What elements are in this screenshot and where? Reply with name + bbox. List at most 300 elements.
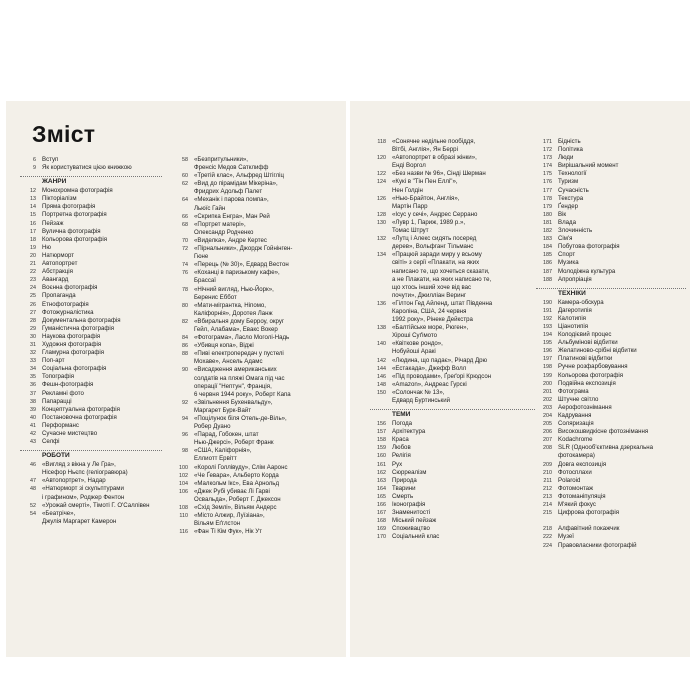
toc-entry[interactable] — [20, 422, 162, 430]
entry-title: Сім'я — [558, 235, 573, 243]
entry-title: дерев», Вольфганг Тільманс — [392, 243, 474, 251]
entry-title: Довга експозиція — [558, 460, 607, 468]
entry-title: Авангард — [42, 276, 69, 284]
toc-entry[interactable] — [172, 488, 344, 496]
toc-entry[interactable] — [20, 469, 162, 477]
toc-entry[interactable] — [536, 154, 686, 162]
toc-entry[interactable] — [20, 268, 162, 276]
entry-title: Фотосплахи — [558, 468, 592, 476]
toc-entry[interactable] — [20, 430, 162, 438]
toc-entry[interactable] — [20, 414, 162, 422]
toc-entry[interactable] — [536, 452, 686, 460]
toc-entry[interactable] — [172, 439, 344, 447]
toc-entry[interactable] — [20, 390, 162, 398]
toc-entry[interactable] — [370, 444, 535, 452]
toc-entry[interactable] — [172, 512, 344, 520]
dotted-divider — [536, 288, 686, 289]
toc-entry[interactable] — [20, 518, 162, 526]
dotted-divider — [20, 176, 162, 177]
toc-entry[interactable] — [370, 195, 535, 203]
entry-title: Портретна фотографія — [42, 211, 107, 219]
toc-entry[interactable] — [20, 406, 162, 414]
toc-entry[interactable] — [20, 333, 162, 341]
page-number: 110 — [179, 513, 188, 520]
toc-entry[interactable] — [20, 252, 162, 260]
entry-title: Дагеротипія — [558, 306, 592, 314]
toc-entry[interactable] — [172, 310, 344, 318]
toc-entry[interactable] — [20, 244, 162, 252]
entry-title: «Че Ґевара», Альберто Корда — [194, 471, 279, 479]
page-number: 23 — [30, 277, 36, 284]
toc-entry[interactable] — [370, 154, 535, 162]
toc-entry[interactable] — [20, 309, 162, 317]
page-number: 41 — [30, 422, 36, 429]
page-number: 37 — [30, 390, 36, 397]
entry-title: Абстракція — [42, 268, 73, 276]
toc-entry[interactable] — [370, 170, 535, 178]
toc-entry[interactable] — [172, 350, 344, 358]
entry-title: фотокамера) — [558, 452, 595, 460]
toc-entry[interactable] — [536, 227, 686, 235]
entry-title: Льюїс Гайн — [194, 204, 226, 212]
toc-entry[interactable] — [20, 438, 162, 446]
toc-entry[interactable] — [172, 407, 344, 415]
page-number: 148 — [377, 381, 386, 388]
page-number: 204 — [543, 413, 552, 419]
toc-entry[interactable] — [370, 316, 535, 324]
entry-title: Смерть — [392, 492, 414, 500]
toc-entry[interactable] — [370, 227, 535, 235]
toc-entry[interactable] — [536, 444, 686, 452]
toc-entry[interactable] — [172, 472, 344, 480]
entry-title: «Нью-Брайтон, Англія», — [392, 194, 460, 202]
toc-entry[interactable] — [536, 323, 686, 331]
toc-entry[interactable] — [20, 510, 162, 518]
entry-title: «Королі Голлівуду», Слім Ааронс — [194, 463, 288, 471]
toc-entry[interactable] — [370, 324, 535, 332]
toc-entry[interactable] — [536, 178, 686, 186]
toc-entry[interactable] — [536, 542, 686, 550]
toc-entry[interactable] — [536, 469, 686, 477]
entry-title: Ню — [42, 243, 51, 251]
toc-entry[interactable] — [20, 365, 162, 373]
toc-entry[interactable] — [536, 363, 686, 371]
page-number: 210 — [543, 469, 552, 476]
toc-entry[interactable] — [172, 196, 344, 204]
toc-entry[interactable] — [172, 237, 344, 245]
toc-entry[interactable] — [536, 404, 686, 412]
toc-entry[interactable] — [370, 203, 535, 211]
toc-entry[interactable] — [536, 355, 686, 363]
toc-entry[interactable] — [172, 342, 344, 350]
toc-entry[interactable] — [536, 299, 686, 307]
entry-title: Сучасність — [558, 186, 589, 194]
entry-title: Любов — [392, 444, 411, 452]
toc-entry[interactable] — [172, 294, 344, 302]
toc-entry[interactable] — [536, 268, 686, 276]
toc-entry[interactable] — [172, 205, 344, 213]
toc-entry[interactable] — [536, 219, 686, 227]
toc-entry[interactable] — [536, 388, 686, 396]
toc-entry[interactable] — [370, 235, 535, 243]
page-number: 15 — [30, 212, 36, 219]
page-number: 36 — [30, 382, 36, 389]
entry-title: Фотожурналістика — [42, 308, 94, 316]
toc-entry[interactable] — [370, 211, 535, 219]
toc-entry[interactable] — [536, 428, 686, 436]
toc-entry[interactable] — [172, 391, 344, 399]
toc-entry[interactable] — [172, 277, 344, 285]
toc-entry[interactable] — [20, 220, 162, 228]
entry-title: Ґендер — [558, 202, 579, 210]
toc-entry[interactable] — [536, 380, 686, 388]
toc-entry[interactable] — [370, 268, 535, 276]
page-number: 177 — [543, 187, 552, 194]
toc-entry[interactable] — [370, 276, 535, 284]
toc-entry[interactable] — [370, 436, 535, 444]
toc-entry[interactable] — [20, 236, 162, 244]
entry-title: Музеї — [558, 533, 574, 541]
entry-title: Погода — [392, 420, 413, 428]
toc-entry[interactable] — [536, 307, 686, 315]
toc-entry[interactable] — [536, 420, 686, 428]
toc-entry[interactable] — [536, 461, 686, 469]
toc-entry[interactable] — [536, 187, 686, 195]
page-number: 29 — [30, 325, 36, 332]
toc-entry[interactable] — [370, 501, 535, 509]
toc-entry[interactable] — [172, 302, 344, 310]
toc-entry[interactable] — [172, 383, 344, 391]
entry-title: Желатиново-срібні відбитки — [558, 347, 637, 355]
toc-entry[interactable] — [20, 349, 162, 357]
entry-title: Перформанс — [42, 421, 79, 429]
page-number: 161 — [377, 461, 386, 468]
page-number: 124 — [377, 179, 386, 186]
toc-entry[interactable] — [20, 301, 162, 309]
toc-entry[interactable] — [172, 261, 344, 269]
entry-title: «Вид до пірамідам Мікеріна», — [194, 180, 278, 188]
entry-title: Вітбі, Англія», Ян Беррі — [392, 146, 458, 154]
toc-entry[interactable] — [172, 221, 344, 229]
page-number: 19 — [30, 244, 36, 251]
entry-title: «Механік і парова помпа», — [194, 196, 269, 204]
page-number: 30 — [30, 333, 36, 340]
dotted-divider — [20, 450, 162, 451]
toc-entry[interactable] — [536, 533, 686, 541]
entry-title: Як користуватися цією книжкою — [42, 164, 132, 172]
page-number: 35 — [30, 374, 36, 381]
toc-entry[interactable] — [536, 436, 686, 444]
page-number: 70 — [182, 237, 188, 244]
toc-entry[interactable] — [172, 520, 344, 528]
page-number: 160 — [377, 453, 386, 460]
toc-entry[interactable] — [172, 229, 344, 237]
toc-entry[interactable] — [172, 172, 344, 180]
toc-entry[interactable] — [20, 211, 162, 219]
toc-entry[interactable] — [20, 373, 162, 381]
page-number: 38 — [30, 398, 36, 405]
toc-entry[interactable] — [172, 326, 344, 334]
toc-entry[interactable] — [172, 213, 344, 221]
entry-title: Колодієвий процес — [558, 331, 612, 339]
entry-title: «США, Каліфорнія», — [194, 447, 252, 455]
toc-entry[interactable] — [172, 334, 344, 342]
page-number: 14 — [30, 204, 36, 211]
toc-entry[interactable] — [370, 525, 535, 533]
toc-entry[interactable] — [172, 286, 344, 294]
page-number: 146 — [377, 373, 386, 380]
entry-title: «Під проводами», Ґреґорі Крюдсон — [392, 372, 492, 380]
toc-entry[interactable] — [20, 187, 162, 195]
toc-entry[interactable] — [172, 245, 344, 253]
toc-entry[interactable] — [536, 259, 686, 267]
page-number: 82 — [182, 318, 188, 325]
page-number: 166 — [377, 502, 386, 509]
entry-title: Каліфорнія», Доротея Ланж — [194, 309, 273, 317]
toc-entry[interactable] — [536, 339, 686, 347]
page-number: 84 — [182, 335, 188, 342]
section-heading — [370, 409, 535, 419]
toc-entry[interactable] — [20, 494, 162, 502]
toc-entry[interactable] — [172, 188, 344, 196]
toc-entry[interactable] — [370, 292, 535, 300]
toc-entry[interactable] — [536, 170, 686, 178]
entry-title: «Беатріче», — [42, 509, 76, 517]
toc-entry[interactable] — [20, 228, 162, 236]
entry-title: «Фан Ті Кім Фук», Нік Ут — [194, 528, 262, 536]
toc-entry[interactable] — [370, 533, 535, 541]
entry-title: Вулична фотографія — [42, 227, 101, 235]
toc-entry[interactable] — [370, 389, 535, 397]
entry-title: Робер Дуано — [194, 423, 231, 431]
toc-entry[interactable] — [172, 156, 344, 164]
toc-entry[interactable] — [370, 397, 535, 405]
toc-entry[interactable] — [172, 528, 344, 536]
toc-entry[interactable] — [20, 317, 162, 325]
entry-title: Політика — [558, 146, 583, 154]
toc-entry[interactable] — [20, 357, 162, 365]
toc-entry[interactable] — [536, 493, 686, 501]
toc-entry[interactable] — [370, 243, 535, 251]
toc-entry[interactable] — [370, 493, 535, 501]
entry-title: Джулія Маргарет Камерон — [42, 517, 117, 525]
entry-title: Ручне розфарбовування — [558, 363, 628, 371]
toc-entry[interactable] — [536, 195, 686, 203]
toc-entry[interactable] — [172, 480, 344, 488]
entry-title: Рекламні фото — [42, 389, 84, 397]
toc-entry[interactable] — [370, 340, 535, 348]
page-number: 142 — [377, 357, 386, 364]
page-number: 74 — [182, 262, 188, 269]
entry-title: Злочинність — [558, 227, 593, 235]
toc-entry[interactable] — [370, 187, 535, 195]
toc-entry[interactable] — [370, 219, 535, 227]
entry-title: Пряма фотографія — [42, 203, 96, 211]
entry-title: «Кукі в "Тін Пен Еллі"», — [392, 178, 458, 186]
page-number: 62 — [182, 181, 188, 188]
page-number: 186 — [543, 260, 552, 267]
toc-entry[interactable] — [370, 162, 535, 170]
toc-entry[interactable] — [172, 366, 344, 374]
entry-title: Влада — [558, 218, 576, 226]
page-number: 86 — [182, 343, 188, 350]
page-number: 126 — [377, 195, 386, 202]
toc-entry[interactable] — [536, 509, 686, 517]
toc-entry[interactable] — [172, 504, 344, 512]
toc-entry[interactable] — [536, 203, 686, 211]
toc-entry[interactable] — [370, 469, 535, 477]
toc-entry[interactable] — [370, 146, 535, 154]
toc-entry[interactable] — [20, 260, 162, 268]
toc-entry[interactable] — [370, 138, 535, 146]
page-number: 150 — [377, 389, 386, 396]
entry-title: Гуманістична фотографія — [42, 324, 115, 332]
toc-entry[interactable] — [172, 253, 344, 261]
toc-entry[interactable] — [536, 331, 686, 339]
toc-entry[interactable] — [20, 203, 162, 211]
toc-entry[interactable] — [536, 372, 686, 380]
entry-title: «Портрет матері», — [194, 220, 246, 228]
toc-entry[interactable] — [172, 496, 344, 504]
toc-entry[interactable] — [536, 347, 686, 355]
toc-entry[interactable] — [370, 428, 535, 436]
page-number: 9 — [33, 165, 36, 172]
entry-title: Соціальна фотографія — [42, 365, 107, 373]
page-number: 18 — [30, 236, 36, 243]
toc-entry[interactable] — [536, 235, 686, 243]
toc-entry[interactable] — [172, 431, 344, 439]
toc-entry[interactable] — [20, 276, 162, 284]
entry-title: світі» з серії «Плакати, на яких — [392, 259, 480, 267]
toc-entry[interactable] — [536, 525, 686, 533]
page-number: 191 — [543, 307, 552, 314]
toc-entry[interactable] — [172, 358, 344, 366]
page-number: 175 — [543, 171, 552, 178]
toc-entry[interactable] — [20, 477, 162, 485]
toc-entry[interactable] — [370, 461, 535, 469]
page-number: 26 — [30, 301, 36, 308]
toc-entry[interactable] — [172, 423, 344, 431]
toc-entry[interactable] — [536, 501, 686, 509]
toc-entry[interactable] — [536, 162, 686, 170]
toc-entry[interactable] — [370, 373, 535, 381]
toc-entry[interactable] — [370, 517, 535, 525]
entry-title: «Естакада», Джефф Волл — [392, 364, 467, 372]
toc-entry[interactable] — [370, 178, 535, 186]
toc-entry[interactable] — [172, 447, 344, 455]
toc-entry[interactable] — [370, 452, 535, 460]
toc-entry[interactable] — [536, 251, 686, 259]
page-number: 106 — [179, 488, 188, 495]
toc-entry[interactable] — [536, 146, 686, 154]
toc-entry[interactable] — [20, 485, 162, 493]
entry-title: Хіроші Суґімото — [392, 332, 437, 340]
toc-entry[interactable] — [20, 461, 162, 469]
toc-entry[interactable] — [370, 308, 535, 316]
toc-entry[interactable] — [20, 325, 162, 333]
toc-entry[interactable] — [172, 269, 344, 277]
toc-entry[interactable] — [370, 284, 535, 292]
page-number: 96 — [182, 432, 188, 439]
toc-entry[interactable] — [20, 164, 162, 172]
page-number: 39 — [30, 406, 36, 413]
spacer — [536, 517, 686, 525]
page-number: 195 — [543, 340, 552, 347]
entry-title: «Автопортрет», Надар — [42, 477, 106, 485]
entry-title: Апропріація — [558, 275, 592, 283]
toc-entry[interactable] — [370, 477, 535, 485]
page-number: 98 — [182, 448, 188, 455]
entry-title: «Лутц і Алекс сидять посеред — [392, 235, 477, 243]
entry-title: М'який фокус — [558, 501, 596, 509]
page-number: 183 — [543, 236, 552, 243]
toc-entry[interactable] — [536, 211, 686, 219]
toc-entry[interactable] — [536, 138, 686, 146]
toc-entry[interactable] — [536, 485, 686, 493]
toc-entry[interactable] — [20, 502, 162, 510]
toc-entry[interactable] — [536, 396, 686, 404]
toc-entry[interactable] — [536, 243, 686, 251]
toc-entry[interactable] — [20, 156, 162, 164]
toc-entry[interactable] — [536, 315, 686, 323]
toc-entry[interactable] — [536, 276, 686, 284]
toc-entry[interactable] — [20, 341, 162, 349]
toc-entry[interactable] — [172, 464, 344, 472]
entry-title: Нобуйоші Аракі — [392, 348, 436, 356]
page-number: 200 — [543, 380, 552, 387]
entry-title: Фотоманіпуляція — [558, 492, 606, 500]
page-number: 17 — [30, 228, 36, 235]
toc-entry[interactable] — [370, 381, 535, 389]
toc-entry[interactable] — [370, 420, 535, 428]
page-number: 170 — [377, 534, 386, 541]
toc-entry[interactable] — [370, 300, 535, 308]
toc-entry[interactable] — [172, 164, 344, 172]
toc-entry[interactable] — [370, 365, 535, 373]
entry-title: «Пиві електропередач у пустелі — [194, 350, 284, 358]
toc-entry[interactable] — [172, 455, 344, 463]
toc-entry[interactable] — [536, 412, 686, 420]
toc-entry[interactable] — [172, 318, 344, 326]
toc-entry[interactable] — [370, 251, 535, 259]
toc-entry[interactable] — [20, 398, 162, 406]
toc-entry[interactable] — [20, 381, 162, 389]
entry-title: Гейл, Алабама», Евакс Вокер — [194, 325, 278, 333]
toc-entry[interactable] — [370, 485, 535, 493]
toc-entry[interactable] — [370, 509, 535, 517]
toc-entry[interactable] — [172, 399, 344, 407]
section-heading — [20, 450, 162, 460]
toc-entry[interactable] — [370, 259, 535, 267]
page-number: 78 — [182, 286, 188, 293]
toc-entry[interactable] — [370, 348, 535, 356]
toc-entry[interactable] — [172, 180, 344, 188]
toc-entry[interactable] — [172, 375, 344, 383]
toc-entry[interactable] — [172, 415, 344, 423]
entry-title: Аерофотознімання — [558, 403, 612, 411]
toc-entry[interactable] — [370, 332, 535, 340]
toc-entry[interactable] — [536, 477, 686, 485]
left-page — [6, 101, 346, 657]
page-number: 132 — [377, 236, 386, 243]
page-number: 47 — [30, 478, 36, 485]
page-number: 215 — [543, 510, 552, 517]
toc-entry[interactable] — [370, 357, 535, 365]
page-number: 140 — [377, 341, 386, 348]
toc-entry[interactable] — [20, 292, 162, 300]
toc-entry[interactable] — [20, 284, 162, 292]
toc-entry[interactable] — [20, 195, 162, 203]
